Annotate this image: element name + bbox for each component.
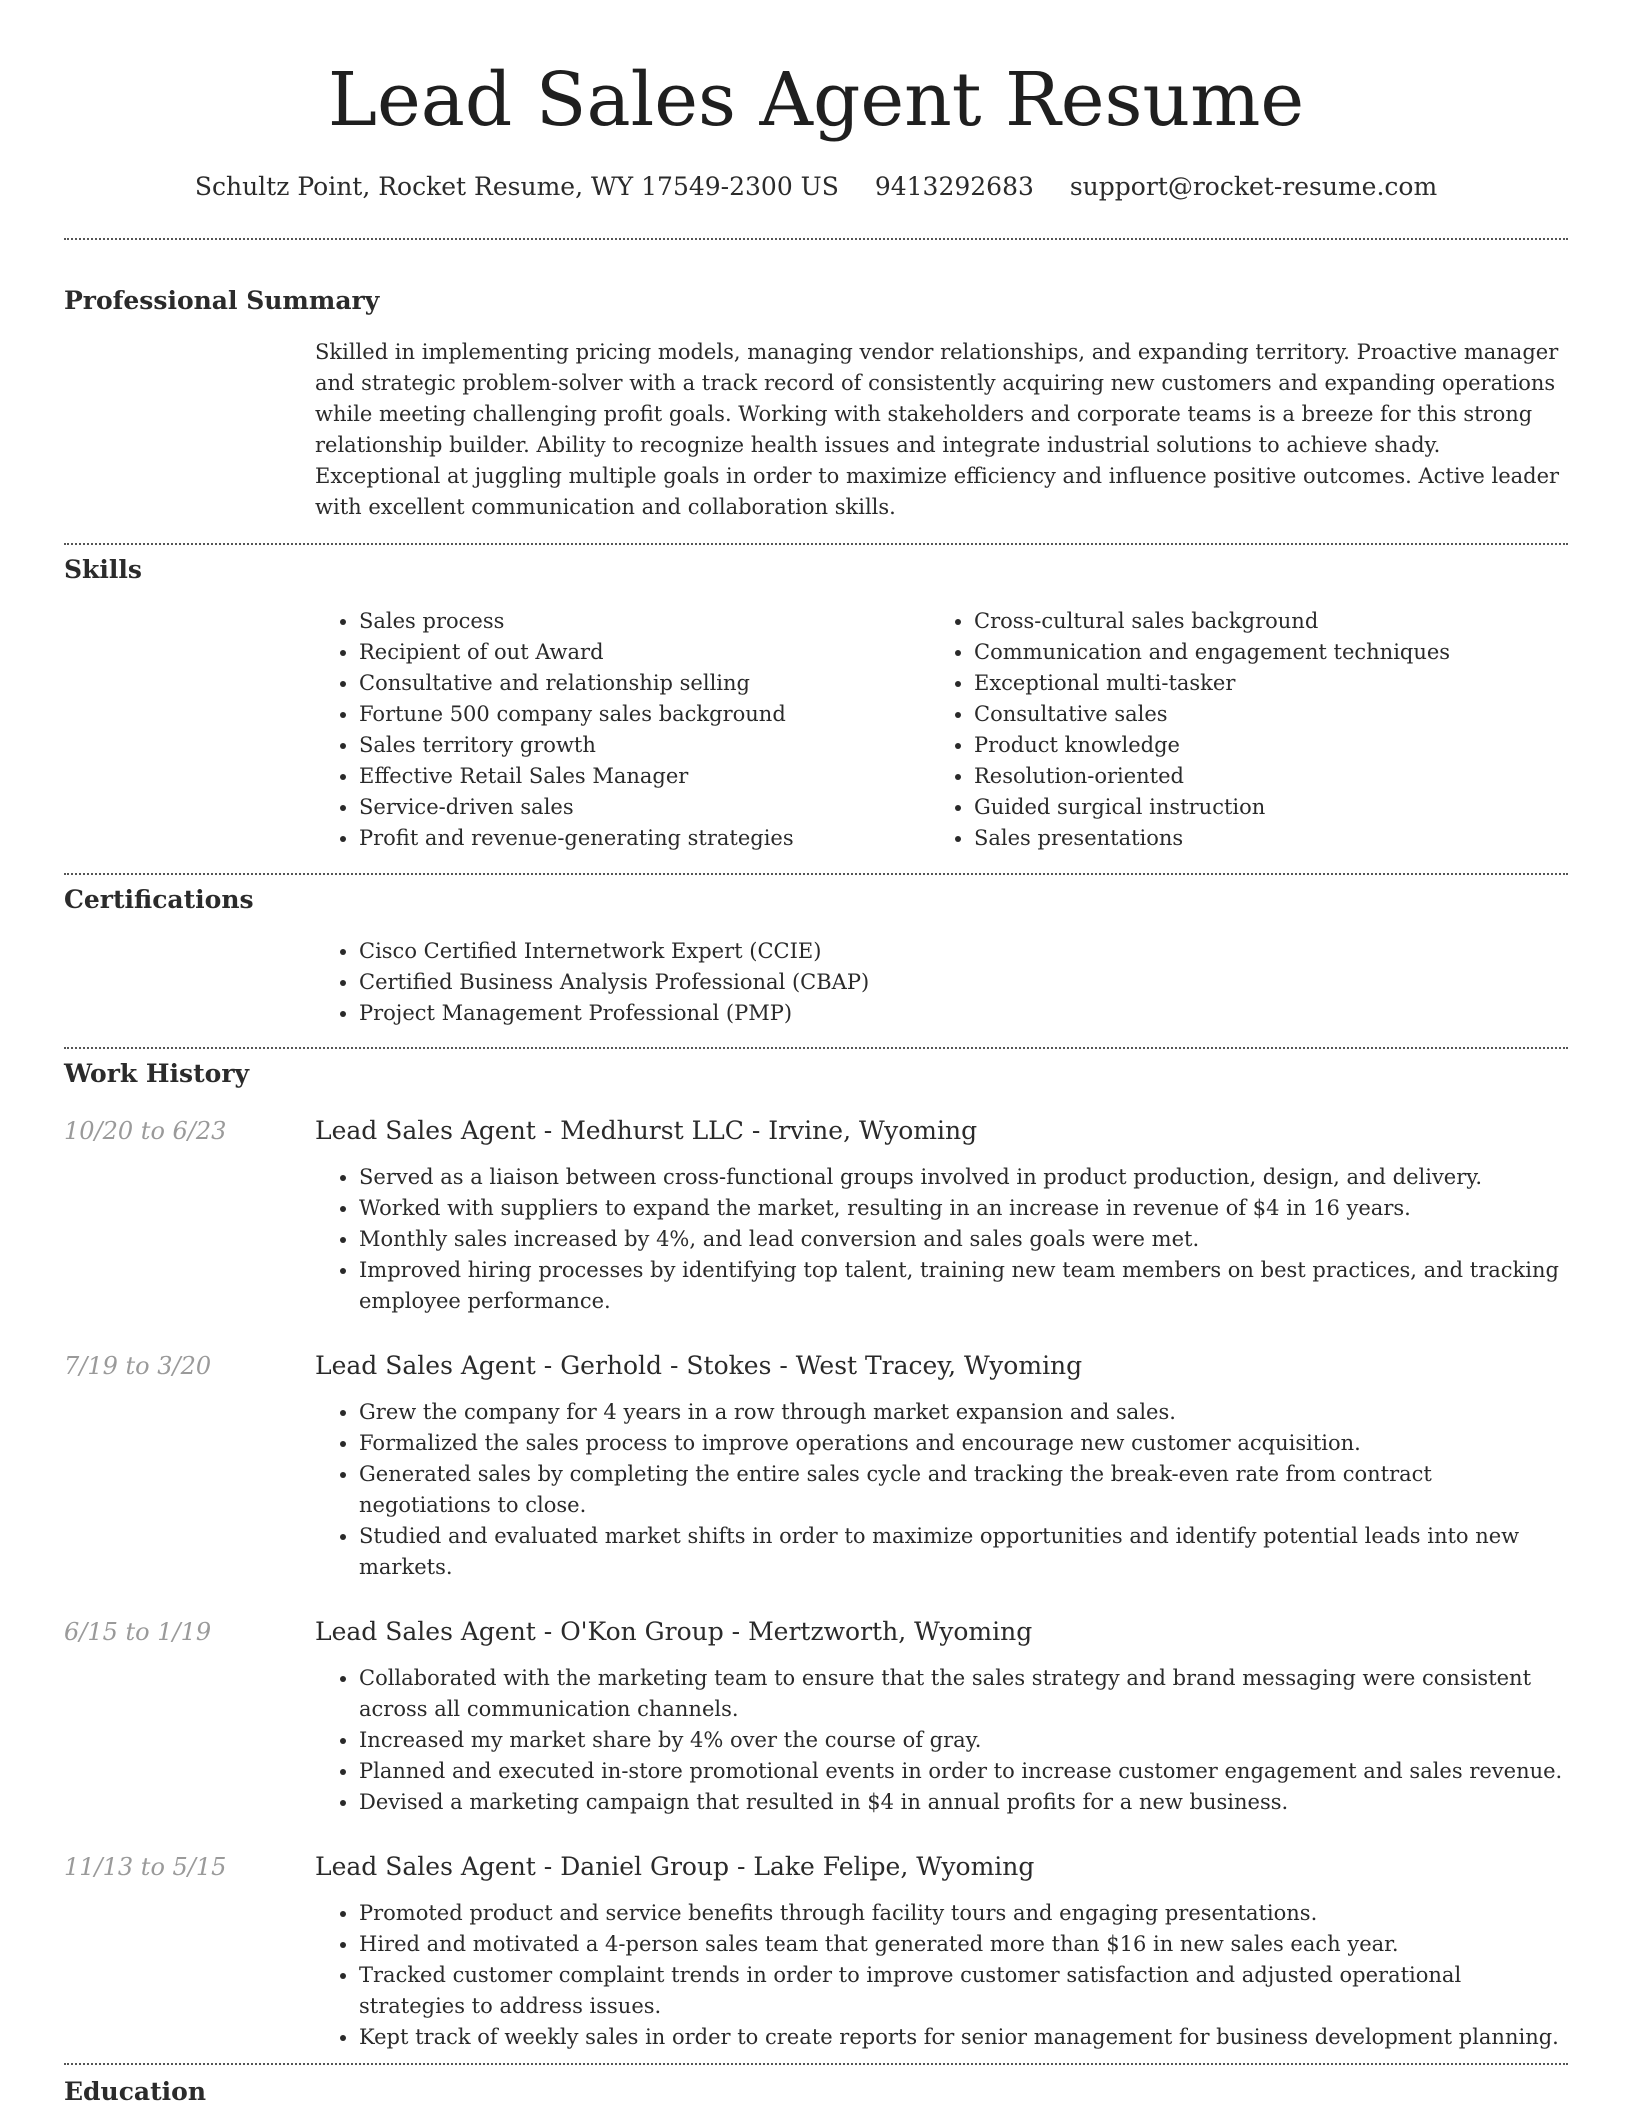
contact-line bbox=[64, 170, 1568, 204]
education-section bbox=[64, 2065, 1568, 2109]
job-entry bbox=[64, 1349, 1568, 1583]
skill-item: • Effective Retail Sales Manager bbox=[359, 761, 930, 792]
job-bullet: • Served as a liaison between cross-functional groups involved in product production, design, and delivery. bbox=[359, 1162, 1568, 1193]
job-bullet: • Tracked customer complaint trends in order to improve customer satisfaction and adjusted operational strategies to address issues. bbox=[359, 1960, 1568, 2022]
job-bullet: • Kept track of weekly sales in order to create reports for senior management for business development planning. bbox=[359, 2022, 1568, 2053]
resume-title: Lead Sales Agent Resume bbox=[327, 57, 1305, 143]
skills-section bbox=[64, 545, 1568, 854]
skill-item: • Guided surgical instruction bbox=[974, 792, 1545, 823]
job-bullet: • Hired and motivated a 4-person sales team that generated more than $16 in new sales each year. bbox=[359, 1929, 1568, 1960]
skills-right-column bbox=[930, 606, 1545, 854]
job-bullet: • Promoted product and service benefits through facility tours and engaging presentations. bbox=[359, 1898, 1568, 1929]
summary-text: Skilled in implementing pricing models, managing vendor relationships, and expanding territory. Proactive manager and strategic problem-solver with a track record of consistently acquiring new customers and expanding operations while meeting challenging profit goals. Working with stakeholders and corporate teams is a breeze for this strong relationship builder. Ability to recognize health issues and integrate industrial solutions to achieve shady. Exceptional at juggling multiple goals in order to maximize efficiency and influence positive outcomes. Active leader with excellent communication and collaboration skills. bbox=[315, 340, 1560, 519]
skills-left-column bbox=[315, 606, 930, 854]
skill-item: • Sales process bbox=[359, 606, 930, 637]
job-bullet: • Monthly sales increased by 4%, and lead conversion and sales goals were met. bbox=[359, 1224, 1568, 1255]
skill-item: • Resolution-oriented bbox=[974, 761, 1545, 792]
work-history-section bbox=[64, 1049, 1568, 2053]
job-entry bbox=[64, 1615, 1568, 1818]
skill-item: • Consultative sales bbox=[974, 699, 1545, 730]
summary-heading: Professional Summary bbox=[64, 286, 380, 315]
job-bullets bbox=[315, 1162, 1568, 1317]
skill-item: • Fortune 500 company sales background bbox=[359, 699, 930, 730]
job-bullet: • Generated sales by completing the entire sales cycle and tracking the break-even rate from contract negotiations to close. bbox=[359, 1459, 1568, 1521]
job-bullet: • Worked with suppliers to expand the market, resulting in an increase in revenue of $4 in 16 years. bbox=[359, 1193, 1568, 1224]
job-dates: 6/15 to 1/19 bbox=[64, 1618, 212, 1646]
job-dates: 11/13 to 5/15 bbox=[64, 1853, 227, 1881]
job-bullet: • Increased my market share by 4% over the course of gray. bbox=[359, 1725, 1568, 1756]
contact-address: Schultz Point, Rocket Resume, WY 17549-2300 US bbox=[194, 172, 839, 201]
job-bullets bbox=[315, 1397, 1568, 1583]
certification-item: • Certified Business Analysis Professional (CBAP) bbox=[359, 967, 1568, 998]
summary-section bbox=[64, 240, 1568, 523]
skill-item: • Product knowledge bbox=[974, 730, 1545, 761]
job-title: Lead Sales Agent - O'Kon Group - Mertzworth, Wyoming bbox=[315, 1617, 1033, 1646]
certification-item: • Cisco Certified Internetwork Expert (CCIE) bbox=[359, 936, 1568, 967]
job-bullets bbox=[315, 1663, 1568, 1818]
job-dates: 10/20 to 6/23 bbox=[64, 1117, 227, 1145]
certifications-list bbox=[315, 936, 1568, 1029]
skill-item: • Recipient of out Award bbox=[359, 637, 930, 668]
contact-email: support@rocket-resume.com bbox=[1069, 172, 1438, 201]
skills-list bbox=[315, 606, 1568, 854]
resume-page bbox=[64, 0, 1568, 2109]
skill-item: • Exceptional multi-tasker bbox=[974, 668, 1545, 699]
skill-item: • Profit and revenue-generating strategies bbox=[359, 823, 930, 854]
job-title: Lead Sales Agent - Daniel Group - Lake Felipe, Wyoming bbox=[315, 1852, 1035, 1881]
job-bullet: • Improved hiring processes by identifying top talent, training new team members on best practices, and tracking employee performance. bbox=[359, 1255, 1568, 1317]
education-heading: Education bbox=[64, 2077, 207, 2106]
job-title: Lead Sales Agent - Gerhold - Stokes - West Tracey, Wyoming bbox=[315, 1351, 1083, 1380]
job-bullet: • Grew the company for 4 years in a row through market expansion and sales. bbox=[359, 1397, 1568, 1428]
skills-heading: Skills bbox=[64, 555, 142, 584]
certifications-section bbox=[64, 875, 1568, 1029]
job-bullet: • Formalized the sales process to improve operations and encourage new customer acquisition. bbox=[359, 1428, 1568, 1459]
job-bullet: • Planned and executed in-store promotional events in order to increase customer engagement and sales revenue. bbox=[359, 1756, 1568, 1787]
job-entry bbox=[64, 1114, 1568, 1317]
work-history-heading: Work History bbox=[64, 1059, 250, 1088]
job-bullet: • Studied and evaluated market shifts in order to maximize opportunities and identify potential leads into new markets. bbox=[359, 1521, 1568, 1583]
skill-item: • Communication and engagement techniques bbox=[974, 637, 1545, 668]
job-bullet: • Devised a marketing campaign that resulted in $4 in annual profits for a new business. bbox=[359, 1787, 1568, 1818]
job-bullets bbox=[315, 1898, 1568, 2053]
job-entry bbox=[64, 1850, 1568, 2053]
skill-item: • Sales presentations bbox=[974, 823, 1545, 854]
skill-item: • Consultative and relationship selling bbox=[359, 668, 930, 699]
job-title: Lead Sales Agent - Medhurst LLC - Irvine, Wyoming bbox=[315, 1116, 978, 1145]
skill-item: • Service-driven sales bbox=[359, 792, 930, 823]
job-bullet: • Collaborated with the marketing team to ensure that the sales strategy and brand messaging were consistent across all communication channels. bbox=[359, 1663, 1568, 1725]
skill-item: • Cross-cultural sales background bbox=[974, 606, 1545, 637]
contact-phone: 9413292683 bbox=[874, 172, 1034, 201]
certification-item: • Project Management Professional (PMP) bbox=[359, 998, 1568, 1029]
job-dates: 7/19 to 3/20 bbox=[64, 1352, 212, 1380]
certifications-heading: Certifications bbox=[64, 885, 254, 914]
skill-item: • Sales territory growth bbox=[359, 730, 930, 761]
